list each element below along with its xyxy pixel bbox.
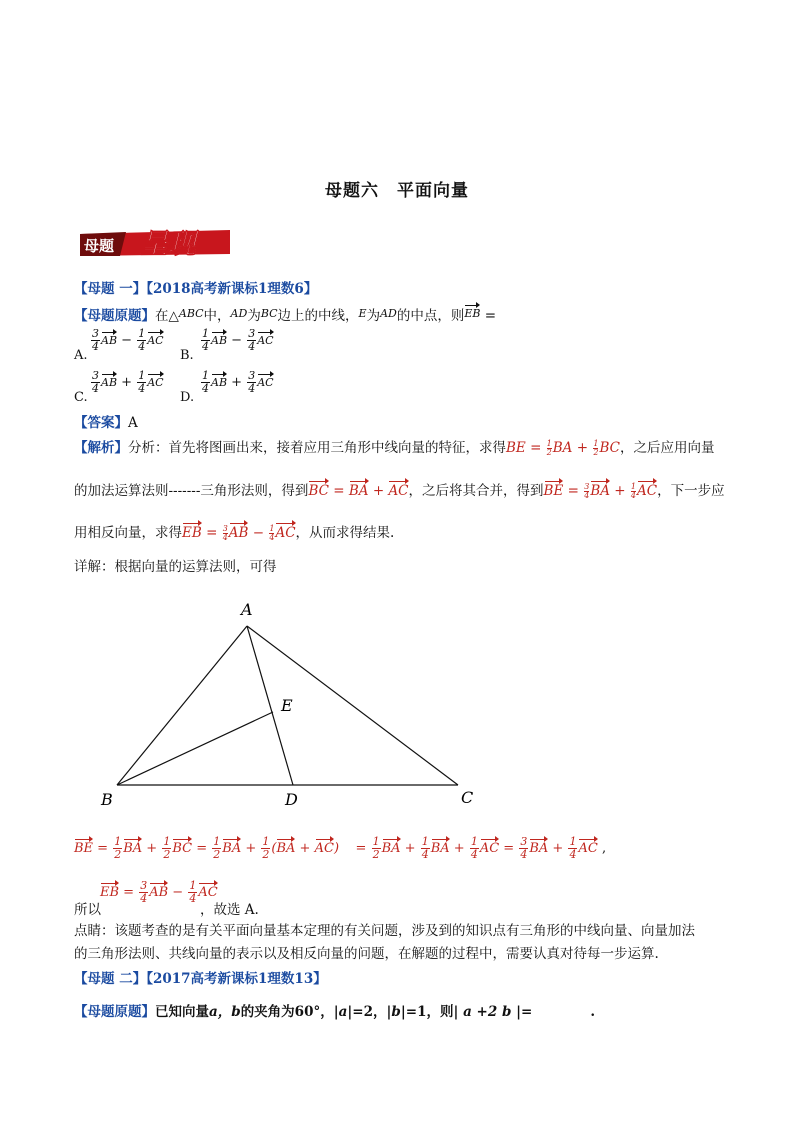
q1-answer [74,411,138,431]
frac-num: 1 [202,369,209,382]
prompt-text: 的中点，则 [396,308,465,324]
frac-num: 3 [92,369,99,382]
q2-prompt [74,1000,595,1020]
math-abc: ABC [178,307,204,320]
comment-line-1: 点睛：该题考查的是有关平面向量基本定理的有关问题，涉及到的知识点有三角形的中线向量、向量加法 [74,923,695,939]
analysis-text: 分析：首先将图画出来，接着应用三角形中线向量的特征，求得 [128,440,506,456]
option-label: A. [74,348,88,363]
analysis-line-3: 用相反向量，求得EB = $\frac{3}{4}AB$ − $\frac{1}{4}AC$，从而求得结果. [74,524,395,542]
prompt-text: 为 [366,308,381,324]
math-expr: a +2 b [458,1004,517,1020]
frac-num: 1 [138,369,146,382]
banner-left-text: 母题 [84,237,115,255]
vector-ab: AB [101,334,118,347]
frac-num: 3 [92,327,99,340]
vector-ab: AB [101,376,118,389]
prompt-text: |=2，| [347,1004,392,1020]
equation-line: BE = $\frac{1}{2}$ BA + $\frac{1}{2}$ BC = $\frac{1}{2}$ BA + $\frac{1}{2}$ (BA + AC) = $\frac{1}{2}$ BA + $\frac{1}{4}$ BA + $\frac{1}{4}$ AC = $\frac{3}{4}$ BA + $\frac{1}{4}$ AC , [74,835,607,861]
math-bc: BC [260,307,278,320]
triangle-figure [95,595,495,815]
vector-eb: EB [464,307,481,320]
operator: − [231,333,243,348]
frac-num: 1 [138,327,146,340]
suoyi-label: 所以 [74,902,101,918]
gu-text: ，故选 A. [200,902,259,918]
analysis-text: 用相反向量，求得 [74,525,182,541]
prompt-text: 已知向量 [155,1004,209,1020]
math-ad: AD [380,307,397,320]
analysis-text: ，从而求得结果. [295,525,395,541]
frac-den: 4 [138,382,146,395]
vector-ac: AC [257,334,274,347]
q2-source: 【2017高考新课标1理数13】 [146,971,327,987]
vector-ab: AB [211,376,228,389]
analysis-line-2: 的加法运算法则-------三角形法则，得到BC = BA + AC，之后将其合并，得到BE = $\frac{3}{4}BA$ + $\frac{1}{4}AC$，下一步应 [74,482,725,500]
section-banner [80,226,230,258]
label-c: C [461,788,474,807]
frac-den: 4 [202,340,209,353]
label-b: B [101,790,113,809]
analysis-text: 的加法运算法则-------三角形法则，得到 [74,483,309,499]
option-label: B. [180,348,194,363]
answer-value: A [128,415,138,431]
answer-tag: 【答案】 [74,415,128,431]
prompt-text: 中， [203,308,231,324]
frac-den: 4 [92,340,99,353]
banner-graphic [80,226,230,258]
q2-prompt-tag: 【母题原题】 [74,1004,155,1020]
frac-den: 4 [92,382,99,395]
q2-header [74,967,327,987]
math-a: a [338,1004,348,1020]
prompt-text: 边上的中线， [277,308,359,324]
analysis-text: ，之后将其合并，得到 [408,483,544,499]
prompt-text: |= [516,1004,533,1020]
label-a: A [241,600,253,619]
prompt-text: |=1，则| [400,1004,459,1020]
q1-source: 【2018高考新课标1理数6】 [146,281,318,297]
operator: + [121,375,133,390]
label-e: E [281,696,293,715]
analysis-line-1: 【解析】分析：首先将图画出来，接着应用三角形中线向量的特征，求得BE = $\frac{1}{2}BA$ + $\frac{1}{2}BC$，之后应用向量 [74,439,715,457]
vector-ac: AC [147,334,164,347]
q1-prompt [74,304,496,324]
q2-tag: 【母题 二】 [74,971,147,987]
math-ab: a，b [209,1004,241,1020]
segment-ab [117,626,247,785]
frac-den: 4 [248,382,256,395]
operator: − [121,333,133,348]
frac-num: 1 [202,327,209,340]
q1-prompt-tag: 【母题原题】 [74,308,155,324]
vector-ac: AC [147,376,164,389]
q1-tag: 【母题 一】 [74,281,147,297]
operator: + [231,375,243,390]
analysis-text: ，之后应用向量 [619,440,715,456]
analysis-tag: 【解析】 [74,440,128,456]
option-label: D. [180,390,195,405]
frac-num: 3 [248,327,256,340]
comment-line-2: 的三角形法则、共线向量的表示以及相反向量的问题，在解题的过程中，需要认真对待每一步运算. [74,946,659,962]
vector-ac: AC [257,376,274,389]
math-e: E [358,307,367,320]
option-label: C. [74,390,88,405]
label-d: D [285,790,298,809]
frac-num: 3 [248,369,256,382]
prompt-text: = [480,308,497,324]
banner-right-text: 呈现 [140,227,197,258]
segment-be [117,712,273,785]
segment-ac [247,626,458,785]
math-b: b [391,1004,401,1020]
q1-header [74,277,317,297]
prompt-text: 为 [247,308,261,324]
prompt-text: . [590,1004,596,1020]
suoyi-equation: EB = $\frac{3}{4}$ AB − $\frac{1}{4}$ AC [100,879,218,905]
prompt-text: 在△ [155,308,179,324]
frac-den: 4 [202,382,209,395]
math-ad: AD [230,307,248,320]
detail-line: 详解：根据向量的运算法则，可得 [74,559,277,575]
page-title: 母题六 平面向量 [325,181,469,201]
analysis-text: ，下一步应 [657,483,725,499]
prompt-text: 的夹角为60°，| [240,1004,339,1020]
vector-ab: AB [211,334,228,347]
frac-den: 4 [248,340,256,353]
frac-den: 4 [138,340,146,353]
